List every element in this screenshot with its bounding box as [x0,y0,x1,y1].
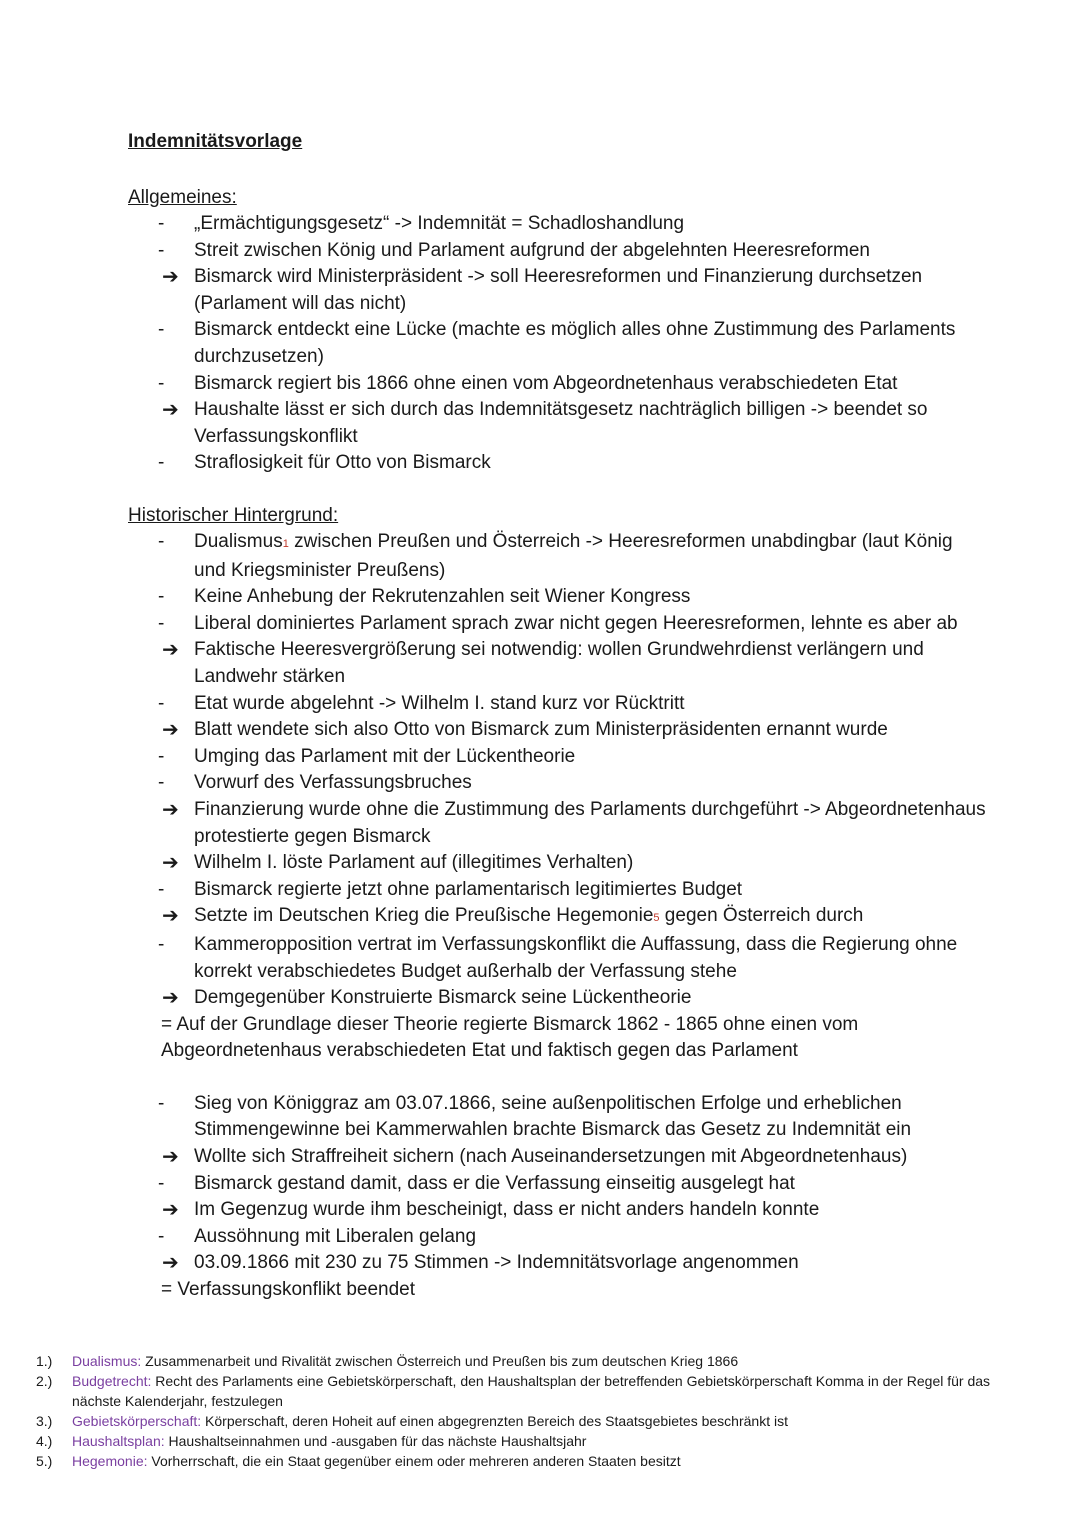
section-heading: Historischer Hintergrund: [128,505,339,526]
item-text: Dualismus [194,531,283,552]
dash-icon: - [158,372,165,394]
section-heading: Allgemeines: [128,187,237,208]
dash-icon: - [158,933,165,955]
list-item [128,877,988,904]
footnote [36,1451,1036,1471]
item-text: zwischen Preußen und Österreich -> Heeresreformen unabdingbar (laut König und Kriegsminister Preußens) [194,531,953,581]
footnote-number: 4.) [36,1433,53,1449]
dash-icon: - [158,213,165,234]
footnote-number: 1.) [36,1353,53,1369]
footnote-number: 5.) [36,1453,53,1469]
item-text: Bismarck wird Ministerpräsident -> soll Heeresreformen und Finanzierung durchsetzen (Parlament will das nicht) [194,266,923,314]
footnote-text: Vorherrschaft, die ein Staat gegenüber einem oder mehreren anderen Staaten besitzt [147,1453,681,1469]
dash-icon: - [158,319,165,341]
list-item [128,1224,988,1251]
dash-icon: - [158,612,165,634]
footnotes [36,1351,1036,1471]
dash-icon: - [158,586,165,608]
list-item [128,371,988,398]
footnote-number: 3.) [36,1413,53,1429]
item-text: Umging das Parlament mit der Lückentheorie [194,745,576,767]
item-text: Setzte im Deutschen Krieg die Preußische Hegemonie [194,905,654,927]
list-item [128,985,988,1012]
item-text: Finanzierung wurde ohne die Zustimmung des Parlaments durchgeführt -> Abgeordnetenhaus protestierte gegen Bismarck [194,798,986,847]
list-item [128,264,988,317]
dash-icon: - [158,1092,165,1114]
list-item [128,529,988,584]
conclusion-text: = Verfassungskonflikt beendet [161,1279,416,1301]
item-text: Im Gegenzug wurde ihm bescheinigt, dass er nicht anders handeln konnte [194,1199,820,1221]
item-text: „Ermächtigungsgesetz“ -> Indemnität = Schadloshandlung [194,213,685,234]
arrow-right-icon: ➔ [162,399,179,422]
footnote-marker: 1 [282,538,289,550]
list-item [128,1091,988,1144]
item-text: Aussöhnung mit Liberalen gelang [194,1225,477,1247]
footnote-term: Budgetrecht: [72,1373,152,1389]
footnote-marker: 5 [653,912,660,925]
list-item [128,450,988,477]
list-item [128,691,988,718]
list-item [128,1250,988,1277]
list-item [128,317,988,370]
dash-icon: - [158,878,165,900]
item-text: Haushalte lässt er sich durch das Indemnitätsgesetz nachträglich billigen -> beendet so Verfassungskonflikt [194,399,928,447]
item-text: Bismarck regierte jetzt ohne parlamentarisch legitimiertes Budget [194,878,743,900]
arrow-right-icon: ➔ [162,798,179,821]
dash-icon: - [158,1225,165,1247]
item-text: Streit zwischen König und Parlament aufgrund der abgelehnten Heeresreformen [194,239,870,261]
page-title: Indemnitätsvorlage [128,131,303,152]
footnote-term: Dualismus: [72,1353,142,1369]
list-item [128,797,988,850]
arrow-right-icon: ➔ [162,719,179,742]
list-item [128,850,988,877]
footnote [36,1411,1036,1431]
arrow-right-icon: ➔ [162,639,179,662]
item-text: Bismarck gestand damit, dass er die Verfassung einseitig ausgelegt hat [194,1172,795,1194]
arrow-right-icon: ➔ [162,1146,179,1169]
list-item [128,611,988,638]
list-item [128,584,988,611]
item-text: Keine Anhebung der Rekrutenzahlen seit Wiener Kongress [194,586,691,608]
footnote [36,1351,1036,1371]
list-item [128,238,988,265]
list-item [128,932,988,985]
footnote-text: Haushaltseinnahmen und -ausgaben für das nächste Haushaltsjahr [164,1433,587,1449]
dash-icon: - [158,531,165,552]
dash-icon: - [158,239,165,261]
section-historischer-hintergrund [128,503,988,1304]
footnote-term: Gebietskörperschaft: [72,1413,202,1429]
arrow-right-icon: ➔ [162,1252,179,1275]
conclusion-text: = Auf der Grundlage dieser Theorie regierte Bismarck 1862 - 1865 ohne einen vom Abgeordnetenhaus verabschiedeten Etat und faktisch gegen das Parlament [161,1013,859,1062]
item-text: Vorwurf des Verfassungsbruches [194,772,472,794]
list-item [128,211,988,238]
item-text: Bismarck entdeckt eine Lücke (machte es möglich alles ohne Zustimmung des Parlaments durchzusetzen) [194,319,956,367]
arrow-right-icon: ➔ [162,905,179,928]
list-item [128,397,988,450]
list-item [128,1171,988,1198]
footnote-text: Körperschaft, deren Hoheit auf einen abgegrenzten Bereich des Staatsgebietes beschränkt ist [201,1413,788,1429]
list-item [128,903,988,932]
item-text: Bismarck regiert bis 1866 ohne einen vom Abgeordnetenhaus verabschiedeten Etat [194,372,898,394]
item-text: Etat wurde abgelehnt -> Wilhelm I. stand kurz vor Rücktritt [194,692,685,714]
list-item [128,717,988,744]
arrow-right-icon: ➔ [162,1199,179,1222]
footnote-text: Recht des Parlaments eine Gebietskörperschaft, den Haushaltsplan der betreffenden Gebietskörperschaft Komma in der Regel für das nächste Kalenderjahr, festzulegen [72,1373,991,1409]
list-item [128,770,988,797]
list-item [128,637,988,690]
item-text: Demgegenüber Konstruierte Bismarck seine Lückentheorie [194,987,692,1009]
arrow-right-icon: ➔ [162,987,179,1010]
item-text: gegen Österreich durch [659,905,864,927]
footnote-term: Haushaltsplan: [72,1433,165,1449]
item-text: Blatt wendete sich also Otto von Bismarck zum Ministerpräsidenten ernannt wurde [194,719,888,741]
list-item [128,1197,988,1224]
dash-icon: - [158,745,165,767]
bullet-list [128,529,988,1012]
footnote [36,1371,1036,1411]
item-text: Straflosigkeit für Otto von Bismarck [194,452,491,474]
item-text: Faktische Heeresvergrößerung sei notwendig: wollen Grundwehrdienst verlängern und Landwehr stärken [194,639,924,687]
footnote [36,1431,1036,1451]
list-item [128,744,988,771]
item-text: Liberal dominiertes Parlament sprach zwar nicht gegen Heeresreformen, lehnte es aber ab [194,612,958,634]
section-allgemeines [128,185,988,477]
bullet-list [128,211,988,477]
item-text: Kammeropposition vertrat im Verfassungskonflikt die Auffassung, dass die Regierung ohne korrekt verabschiedetes Budget außerhalb der Verfassung stehe [194,933,958,982]
dash-icon: - [158,1172,165,1194]
item-text: Wilhelm I. löste Parlament auf (illegitimes Verhalten) [194,852,634,874]
spacer [128,1065,988,1091]
footnote-number: 2.) [36,1373,53,1389]
dash-icon: - [158,452,165,474]
list-item [128,1144,988,1171]
arrow-right-icon: ➔ [162,852,179,875]
item-text: Wollte sich Straffreiheit sichern (nach Auseinandersetzungen mit Abgeordnetenhaus) [194,1146,908,1168]
footnote-term: Hegemonie: [72,1453,148,1469]
bullet-list [128,1091,988,1277]
footnote-text: Zusammenarbeit und Rivalität zwischen Österreich und Preußen bis zum deutschen Krieg 1866 [141,1353,739,1369]
arrow-right-icon: ➔ [162,266,179,289]
item-text: Sieg von Königgraz am 03.07.1866, seine außenpolitischen Erfolge und erheblichen Stimmengewinne bei Kammerwahlen brachte Bismarck das Gesetz zu Indemnität ein [194,1092,912,1141]
dash-icon: - [158,772,165,794]
dash-icon: - [158,692,165,714]
item-text: 03.09.1866 mit 230 zu 75 Stimmen -> Indemnitätsvorlage angenommen [194,1252,799,1274]
